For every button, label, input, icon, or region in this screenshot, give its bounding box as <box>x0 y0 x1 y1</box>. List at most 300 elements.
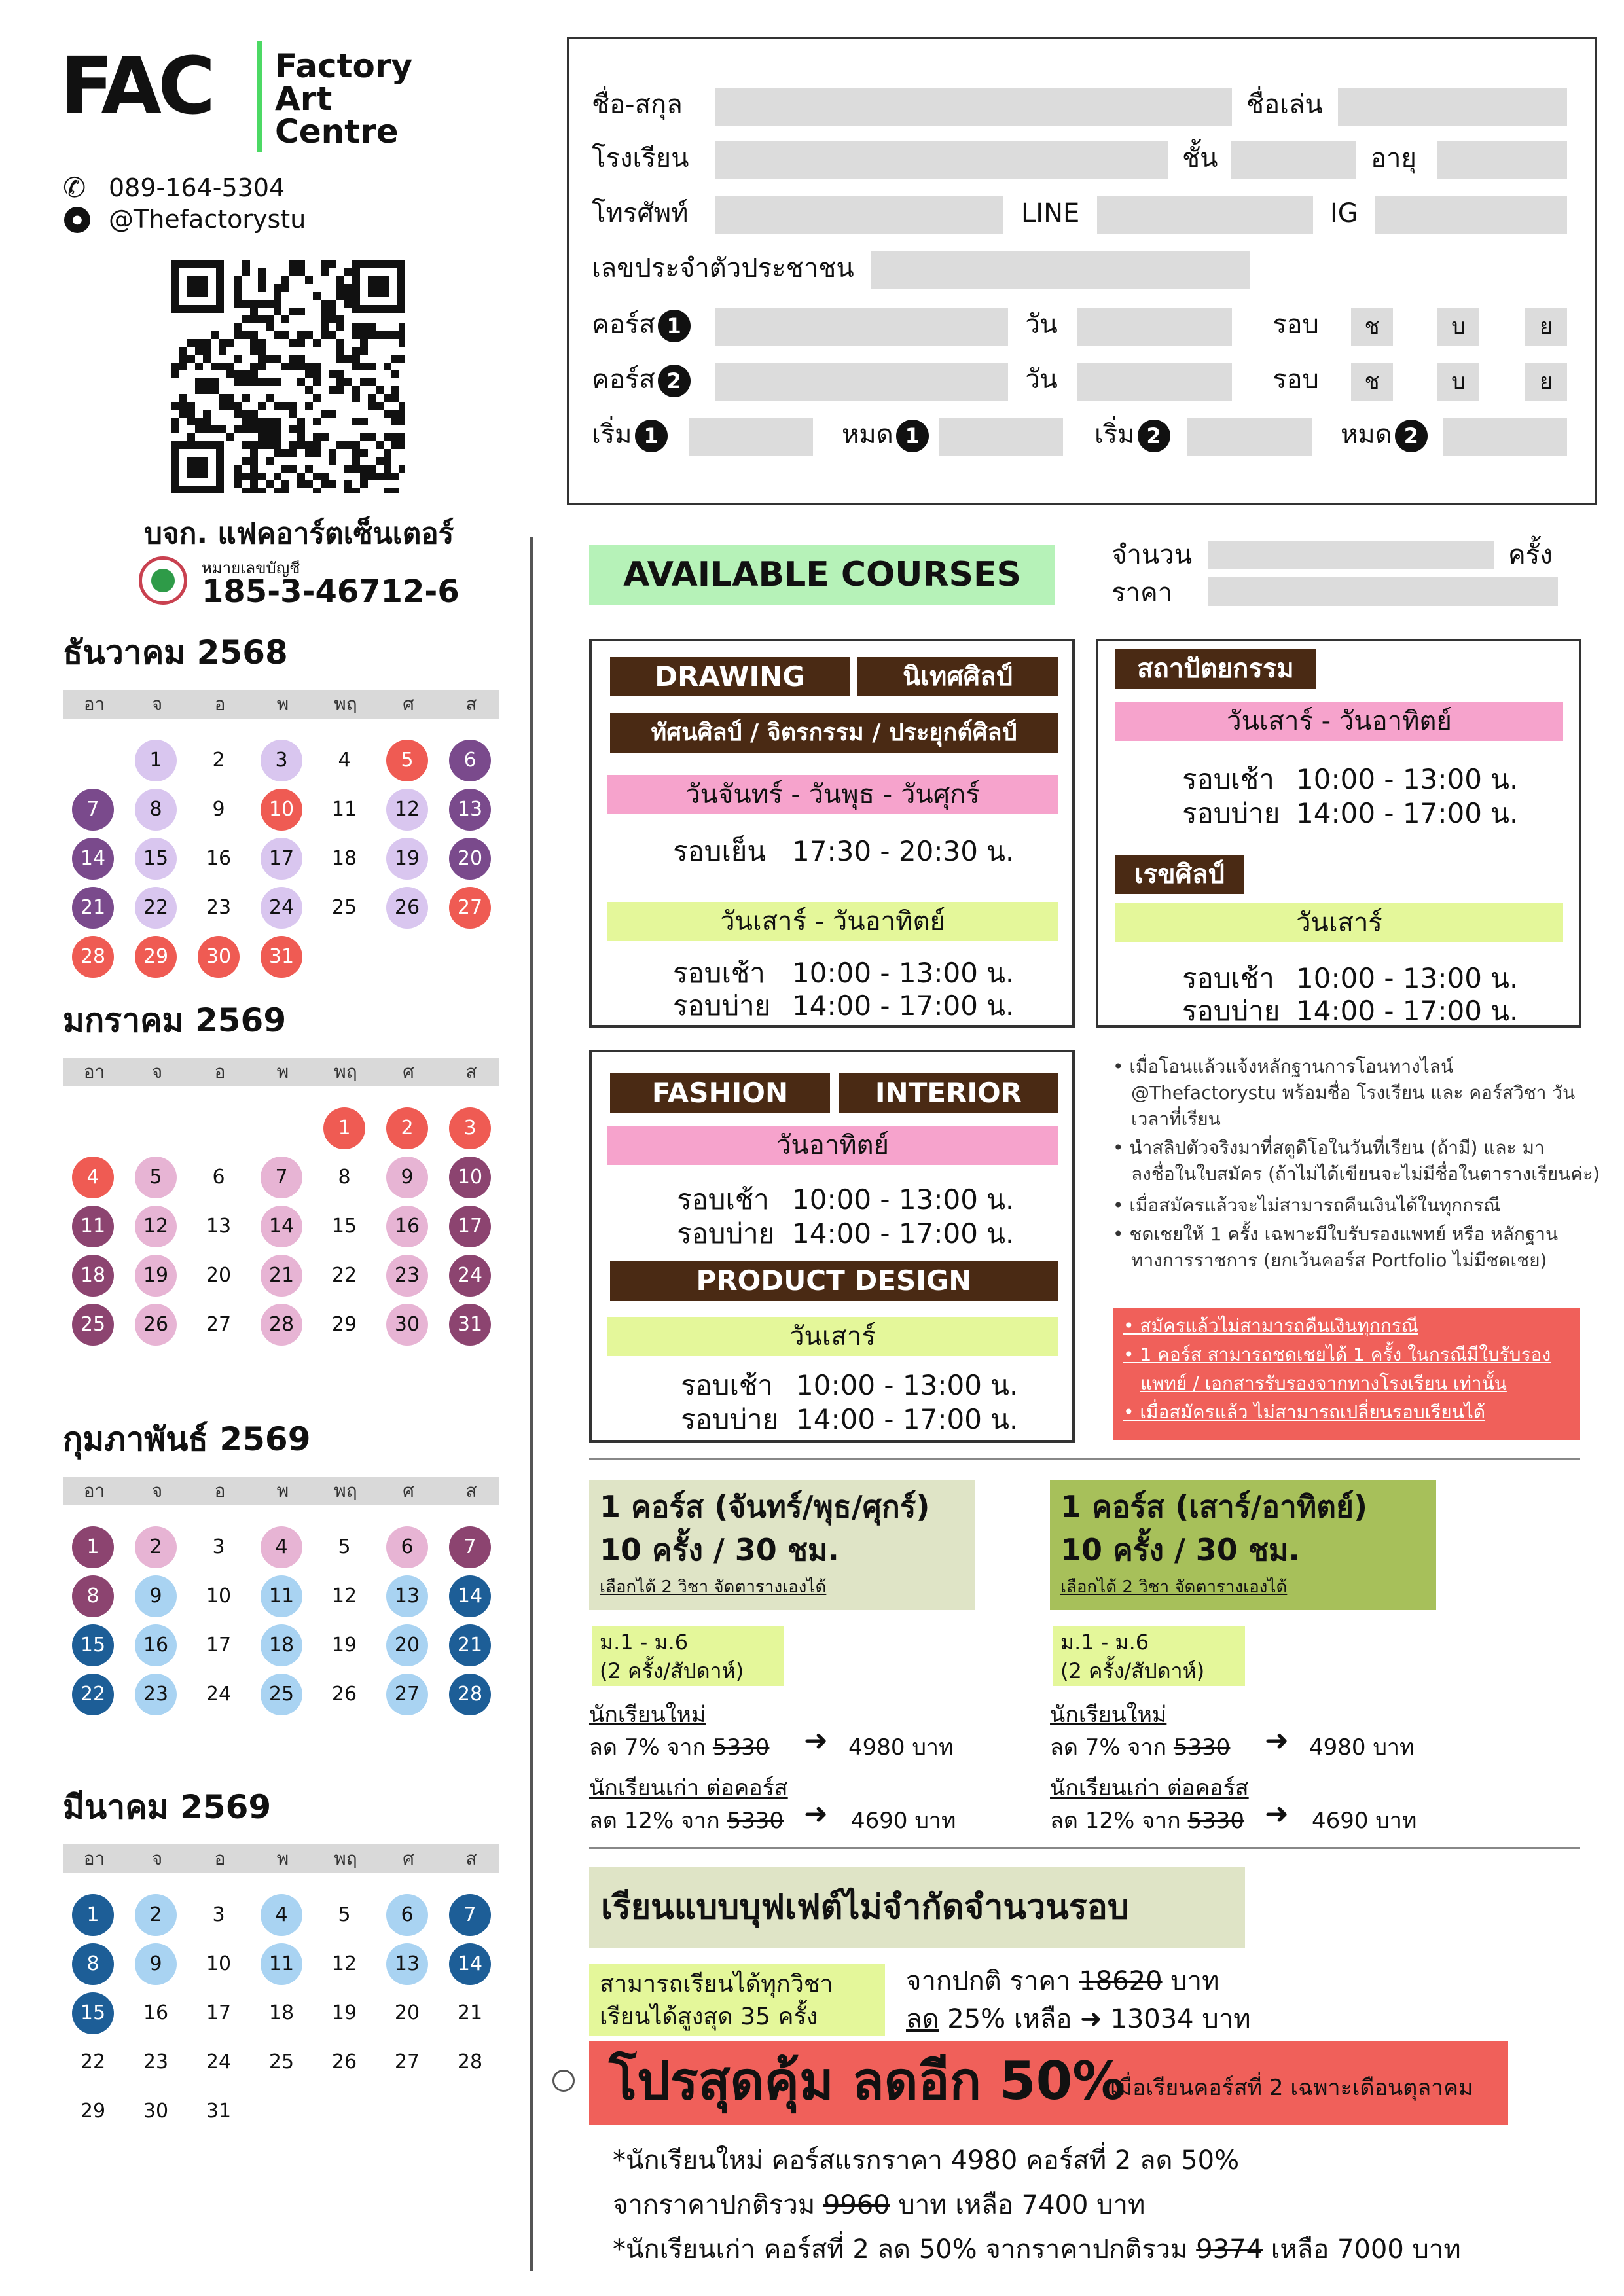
box1-afternoon-time: 14:00 - 17:00 น. <box>792 990 1015 1022</box>
calendar-day: 7 <box>449 1894 491 1936</box>
course1-day-field[interactable] <box>1077 308 1232 346</box>
qr-code <box>171 260 405 493</box>
promo-l2a: จากราคาปกติรวม <box>613 2190 816 2220</box>
promo-l3c: เหลือ 7000 บาท <box>1271 2234 1461 2265</box>
calendar-day: 18 <box>261 1624 302 1666</box>
available-courses-header: AVAILABLE COURSES <box>589 545 1055 605</box>
calendar-day: 11 <box>72 1206 114 1247</box>
start2-num: 2 <box>1138 420 1170 452</box>
calendar-day: 26 <box>386 887 428 929</box>
box2-afternoon2: รอบบ่าย <box>1182 995 1280 1027</box>
calendar-day: 29 <box>135 936 177 978</box>
pkg1-old: นักเรียนเก่า ต่อคอร์ส <box>589 1775 788 1801</box>
calendar-day: 19 <box>386 838 428 880</box>
calendar-day: 8 <box>72 1943 114 1985</box>
calendar-day: 16 <box>386 1206 428 1247</box>
box2-morning2: รอบเช้า <box>1182 962 1274 994</box>
calendar-day: 6 <box>449 740 491 781</box>
calendar-day: 1 <box>323 1107 365 1149</box>
weekday-label: ศ <box>403 693 414 715</box>
course1-round-afternoon[interactable]: บ <box>1437 308 1479 346</box>
promo-big: โปรสุดคุ้ม ลดอีก 50% <box>609 2051 1125 2111</box>
promo-small: เมื่อเรียนคอร์สที่ 2 เฉพาะเดือนตุลาคม <box>1110 2075 1473 2101</box>
pkg1-old-disc: ลด 12% จาก <box>589 1808 720 1834</box>
box3-afternoon2-time: 14:00 - 17:00 น. <box>796 1403 1019 1435</box>
calendar-day: 6 <box>212 1166 225 1189</box>
calendar-day: 17 <box>206 2001 232 2024</box>
course1-round-label: รอบ <box>1272 310 1319 340</box>
calendar-day: 16 <box>206 847 232 870</box>
ig-label: IG <box>1330 198 1358 228</box>
weekday-label: จ <box>151 1848 163 1869</box>
line-id: @Thefactorystu <box>109 205 306 234</box>
note-2b: ลงชื่อในใบสมัคร (ถ้าไม่ได้เขียนจะไม่มีชื่อในตารางเรียนค่ะ) <box>1131 1163 1600 1185</box>
weekday-label: พฤ <box>334 693 357 715</box>
box2-days1: วันเสาร์ - วันอาทิตย์ <box>1115 702 1563 741</box>
fashion-tag: FASHION <box>610 1073 830 1113</box>
note-1a-text: เมื่อโอนแล้วแจ้งหลักฐานการโอนทางไลน์ <box>1129 1056 1454 1077</box>
calendar-day: 4 <box>261 1526 302 1568</box>
calendar-day: 14 <box>449 1575 491 1617</box>
calendar-day: 25 <box>331 896 357 919</box>
calendar-day: 19 <box>331 2001 357 2024</box>
age-field[interactable] <box>1437 141 1567 179</box>
calendar-day: 3 <box>212 1903 225 1926</box>
section-divider-1 <box>589 1458 1580 1460</box>
box1-days2: วันเสาร์ - วันอาทิตย์ <box>607 902 1058 941</box>
weekday-label: อา <box>83 693 105 715</box>
calendar-day: 5 <box>135 1157 177 1198</box>
calendar-day: 27 <box>449 887 491 929</box>
start2-field[interactable] <box>1187 418 1312 456</box>
buffet-p2c: 13034 บาท <box>1110 2004 1251 2034</box>
buffet-g1: สามารถเรียนได้ทุกวิชา <box>600 1971 833 1998</box>
calendar-day: 21 <box>261 1255 302 1297</box>
course2-text: คอร์ส <box>592 365 655 395</box>
start1-text: เริ่ม <box>592 420 632 450</box>
course2-round-afternoon[interactable]: บ <box>1437 363 1479 401</box>
calendar-day: 22 <box>80 2051 106 2073</box>
ig-field[interactable] <box>1375 196 1567 234</box>
calendar-weekday-header <box>63 690 499 719</box>
school-field[interactable] <box>715 141 1168 179</box>
calendar-day: 1 <box>135 740 177 781</box>
price-label: ราคา <box>1111 578 1173 608</box>
calendar-day: 31 <box>261 936 302 978</box>
end1-field[interactable] <box>939 418 1063 456</box>
weekday-label: ส <box>465 1848 477 1869</box>
box1-days1: วันจันทร์ - วันพุธ - วันศุกร์ <box>607 775 1058 814</box>
logo-name-3: Centre <box>275 113 399 151</box>
course2-round-morning[interactable]: ช <box>1351 363 1393 401</box>
calendar-day: 17 <box>261 838 302 880</box>
buffet-p2a: ลด <box>906 2004 939 2034</box>
pkg1-new-arrow-icon: ➜ <box>804 1724 828 1757</box>
calendar-weekday-header <box>63 1058 499 1086</box>
calendar-day: 6 <box>386 1526 428 1568</box>
school-label: โรงเรียน <box>592 143 689 173</box>
pkg1-sub: 10 ครั้ง / 30 ชม. <box>600 1532 839 1568</box>
end1-label <box>842 416 929 453</box>
calendar-day: 22 <box>331 1264 357 1287</box>
pkg2-new-old: 5330 <box>1173 1734 1231 1761</box>
nitet-tag: นิเทศศิลป์ <box>857 657 1058 696</box>
account-label: หมายเลขบัญชี <box>202 559 300 577</box>
calendar-day: 23 <box>135 1674 177 1715</box>
start1-label <box>592 416 668 453</box>
weekday-label: ศ <box>403 1848 414 1869</box>
note-4a: • ชดเชยให้ 1 ครั้ง เฉพาะมีใบรับรองแพทย์ หรือ หลักฐาน <box>1113 1223 1559 1245</box>
buffet-title: เรียนแบบบุฟเฟต์ไม่จำกัดจำนวนรอบ <box>589 1867 1245 1948</box>
promo-l2c: บาท เหลือ 7400 บาท <box>898 2190 1146 2220</box>
weekday-label: ส <box>465 693 477 715</box>
calendar-title: มีนาคม 2569 <box>63 1788 272 1826</box>
calendar-day: 7 <box>449 1526 491 1568</box>
calendar-day: 20 <box>206 1264 232 1287</box>
box1-afternoon: รอบบ่าย <box>673 990 771 1022</box>
pkg1-new-price: 4980 บาท <box>848 1734 954 1761</box>
buffet-p1b: 18620 <box>1079 1966 1163 1996</box>
pkg2-sub: 10 ครั้ง / 30 ชม. <box>1060 1532 1300 1568</box>
phone-label: โทรศัพท์ <box>592 198 689 228</box>
buffet-p2b: 25% เหลือ <box>947 2004 1072 2034</box>
calendar-day: 27 <box>386 1674 428 1715</box>
calendar-day: 30 <box>386 1304 428 1346</box>
pkg1-title: 1 คอร์ส (จันทร์/พุธ/ศุกร์) <box>600 1489 930 1524</box>
course1-round-evening[interactable]: ย <box>1525 308 1567 346</box>
calendar-day: 4 <box>338 749 351 772</box>
graphic-tag: เรขศิลป์ <box>1115 855 1244 894</box>
name-label: ชื่อ-สกุล <box>592 90 683 120</box>
calendar-day: 2 <box>386 1107 428 1149</box>
calendar-day: 14 <box>72 838 114 880</box>
age-label: อายุ <box>1371 143 1416 173</box>
interior-tag: INTERIOR <box>839 1073 1058 1113</box>
note-4a-text: ชดเชยให้ 1 ครั้ง เฉพาะมีใบรับรองแพทย์ หรือ หลักฐาน <box>1129 1223 1559 1245</box>
calendar-day: 11 <box>261 1943 302 1985</box>
course1-label <box>592 306 691 343</box>
calendar-day: 9 <box>212 798 225 821</box>
pkg2-freq: (2 ครั้ง/สัปดาห์) <box>1060 1659 1205 1683</box>
calendar-day: 8 <box>338 1166 351 1189</box>
pkg1-old-price: 4690 บาท <box>851 1808 956 1834</box>
bank-logo <box>139 556 187 605</box>
line-icon: ● <box>64 207 90 233</box>
line-field[interactable] <box>1097 196 1313 234</box>
calendar-day: 17 <box>206 1634 232 1657</box>
note-1a: • เมื่อโอนแล้วแจ้งหลักฐานการโอนทางไลน์ <box>1113 1056 1454 1077</box>
buffet-price1 <box>906 1960 1219 2001</box>
calendar-day: 15 <box>135 838 177 880</box>
calendar-day: 10 <box>449 1157 491 1198</box>
art-tag: ทัศนศิลป์ / จิตรกรรม / ประยุกต์ศิลป์ <box>610 713 1058 753</box>
calendar-day: 14 <box>449 1943 491 1985</box>
calendar-day: 24 <box>449 1255 491 1297</box>
calendar-day: 5 <box>386 740 428 781</box>
pkg1-small: เลือกได้ 2 วิชา จัดตารางเองได้ <box>600 1577 827 1597</box>
calendar-day: 23 <box>206 896 232 919</box>
note-3: • เมื่อสมัครแล้วจะไม่สามารถคืนเงินได้ในทุกกรณี <box>1113 1194 1501 1216</box>
note-1c: เวลาที่เรียน <box>1131 1108 1221 1130</box>
calendar-day: 22 <box>72 1674 114 1715</box>
weekday-label: ศ <box>403 1061 414 1083</box>
calendar-day: 10 <box>261 789 302 831</box>
column-divider <box>530 537 533 2271</box>
note-4b: ทางการราชการ (ยกเว้นคอร์ส Portfolio ไม่มีชดเชย) <box>1131 1249 1547 1271</box>
course2-num: 2 <box>658 365 691 397</box>
section-divider-2 <box>589 1847 1580 1849</box>
calendar-day: 21 <box>72 887 114 929</box>
calendar-day: 18 <box>268 2001 295 2024</box>
box1-morning-time: 10:00 - 13:00 น. <box>792 957 1015 989</box>
calendar-day: 1 <box>72 1526 114 1568</box>
pkg2-old-line <box>1050 1803 1244 1838</box>
calendar-day: 23 <box>143 2051 169 2073</box>
pkg1-freq: (2 ครั้ง/สัปดาห์) <box>600 1659 744 1683</box>
note-3-text: เมื่อสมัครแล้วจะไม่สามารถคืนเงินได้ในทุกกรณี <box>1129 1194 1501 1216</box>
box3-morning2: รอบเช้า <box>681 1369 773 1401</box>
calendar-day: 20 <box>449 838 491 880</box>
pkg2-old: นักเรียนเก่า ต่อคอร์ส <box>1050 1775 1249 1801</box>
pkg1-new: นักเรียนใหม่ <box>589 1702 706 1728</box>
course1-round-morning[interactable]: ช <box>1351 308 1393 346</box>
end2-num: 2 <box>1395 420 1428 452</box>
promo-line-3 <box>613 2228 1461 2270</box>
calendar-day: 26 <box>135 1304 177 1346</box>
line-label: LINE <box>1021 198 1080 228</box>
calendar-day: 9 <box>135 1943 177 1985</box>
calendar-day: 4 <box>261 1894 302 1936</box>
weekday-label: จ <box>151 1061 163 1083</box>
pkg2-old-arrow-icon: ➜ <box>1265 1797 1289 1831</box>
weekday-label: อ <box>214 693 226 715</box>
note-2a: • นำสลิปตัวจริงมาที่สตูดิโอในวันที่เรียน (ถ้ามี) และ มา <box>1113 1137 1545 1158</box>
calendar-day: 24 <box>261 887 302 929</box>
box2-morning-time: 10:00 - 13:00 น. <box>1296 763 1519 795</box>
count-field[interactable] <box>1208 541 1494 569</box>
pkg2-old-price: 4690 บาท <box>1312 1808 1417 1834</box>
box3-morning-time: 10:00 - 13:00 น. <box>792 1183 1015 1215</box>
calendar-day: 20 <box>394 2001 420 2024</box>
logo-name-1: Factory <box>275 47 413 85</box>
count-unit: ครั้ง <box>1508 540 1553 570</box>
phone-number: 089-164-5304 <box>109 173 285 202</box>
calendar-day: 18 <box>331 847 357 870</box>
box2-morning2-time: 10:00 - 13:00 น. <box>1296 962 1519 994</box>
promo-l3a: *นักเรียนเก่า คอร์สที่ 2 ลด 50% จากราคาปกติรวม <box>613 2234 1188 2265</box>
calendar-day: 3 <box>212 1535 225 1558</box>
course1-field[interactable] <box>715 308 1008 346</box>
pkg1-new-old: 5330 <box>712 1734 770 1761</box>
start1-field[interactable] <box>689 418 813 456</box>
calendar-day: 20 <box>386 1624 428 1666</box>
calendar-day: 15 <box>331 1215 357 1238</box>
pkg1-new-disc: ลด 7% จาก <box>589 1734 706 1761</box>
red-note-4-text: เมื่อสมัครแล้ว ไม่สามารถเปลี่ยนรอบเรียนได้ <box>1140 1401 1486 1423</box>
pkg2-new-disc: ลด 7% จาก <box>1050 1734 1167 1761</box>
start2-text: เริ่ม <box>1094 420 1135 450</box>
weekday-label: อา <box>83 1061 105 1083</box>
calendar-day: 21 <box>449 1624 491 1666</box>
calendar-day: 8 <box>72 1575 114 1617</box>
box1-morning: รอบเช้า <box>673 957 765 989</box>
calendar-day: 3 <box>449 1107 491 1149</box>
nickname-field[interactable] <box>1338 88 1567 126</box>
weekday-label: พฤ <box>334 1061 357 1083</box>
weekday-label: พฤ <box>334 1848 357 1869</box>
box3-days2: วันเสาร์ <box>607 1317 1058 1356</box>
calendar-day: 10 <box>206 1952 232 1975</box>
end1-num: 1 <box>896 420 929 452</box>
calendar-day: 13 <box>386 1943 428 1985</box>
calendar-day: 1 <box>72 1894 114 1936</box>
calendar-day: 26 <box>331 1683 357 1706</box>
calendar-day: 16 <box>143 2001 169 2024</box>
calendar-day: 12 <box>331 1585 357 1607</box>
pkg2-new-arrow-icon: ➜ <box>1265 1724 1289 1757</box>
logo-divider <box>257 41 262 152</box>
pkg2-title: 1 คอร์ส (เสาร์/อาทิตย์) <box>1060 1489 1368 1524</box>
grade-field[interactable] <box>1231 141 1356 179</box>
calendar-day: 11 <box>261 1575 302 1617</box>
weekday-label: จ <box>151 693 163 715</box>
id-card-field[interactable] <box>871 251 1250 289</box>
weekday-label: ส <box>465 1061 477 1083</box>
calendar-day: 12 <box>331 1952 357 1975</box>
buffet-p1a: จากปกติ ราคา <box>906 1966 1071 1996</box>
weekday-label: อา <box>83 1480 105 1501</box>
calendar-day: 18 <box>72 1255 114 1297</box>
calendar-weekday-header <box>63 1477 499 1505</box>
pkg2-level: ม.1 - ม.6 <box>1060 1630 1149 1655</box>
calendar-day: 24 <box>206 2051 232 2073</box>
calendar-day: 8 <box>135 789 177 831</box>
calendar-day: 16 <box>135 1624 177 1666</box>
calendar-day: 13 <box>386 1575 428 1617</box>
calendar-day: 24 <box>206 1683 232 1706</box>
calendar-day: 7 <box>261 1157 302 1198</box>
course2-round-label: รอบ <box>1272 365 1319 395</box>
calendar-day: 3 <box>261 740 302 781</box>
weekday-label: ส <box>465 1480 477 1501</box>
calendar-day: 22 <box>135 887 177 929</box>
calendar-day: 15 <box>72 1624 114 1666</box>
calendar-day: 17 <box>449 1206 491 1247</box>
calendar-title: มกราคม 2569 <box>63 1001 287 1039</box>
phone-field[interactable] <box>715 196 1003 234</box>
calendar-day: 4 <box>72 1157 114 1198</box>
product-design-tag: PRODUCT DESIGN <box>610 1261 1058 1301</box>
promo-l3b: 9374 <box>1196 2234 1263 2265</box>
id-card-label: เลขประจำตัวประชาชน <box>592 253 854 283</box>
buffet-arrow-icon: ➜ <box>1080 2004 1102 2034</box>
promo-line-1: *นักเรียนใหม่ คอร์สแรกราคา 4980 คอร์สที่ 2 ลด 50% <box>613 2145 1240 2176</box>
calendar-day: 12 <box>135 1206 177 1247</box>
calendar-day: 14 <box>261 1206 302 1247</box>
end2-field[interactable] <box>1443 418 1567 456</box>
phone-icon: ✆ <box>63 171 86 204</box>
calendar-day: 29 <box>331 1313 357 1336</box>
course2-day-field[interactable] <box>1077 363 1232 401</box>
calendar-day: 19 <box>331 1634 357 1657</box>
pkg1-old-arrow-icon: ➜ <box>804 1797 828 1831</box>
calendar-day: 25 <box>72 1304 114 1346</box>
calendar-day: 11 <box>331 798 357 821</box>
calendar-day: 28 <box>72 936 114 978</box>
weekday-label: พฤ <box>334 1480 357 1501</box>
calendar-day: 7 <box>72 789 114 831</box>
calendar-day: 10 <box>206 1585 232 1607</box>
calendar-day: 30 <box>143 2100 169 2123</box>
box3-morning: รอบเช้า <box>677 1183 769 1215</box>
promo-radio[interactable] <box>552 2070 575 2092</box>
end1-text: หมด <box>842 420 893 450</box>
red-note-1: • สมัครแล้วไม่สามารถคืนเงินทุกกรณี <box>1123 1315 1418 1336</box>
red-note-2-text: 1 คอร์ส สามารถชดเชยได้ 1 ครั้ง ในกรณีมีใบรับรอง <box>1140 1344 1551 1365</box>
note-2a-text: นำสลิปตัวจริงมาที่สตูดิโอในวันที่เรียน (ถ้ามี) และ มา <box>1129 1137 1545 1158</box>
course1-text: คอร์ส <box>592 310 655 340</box>
calendar-day: 13 <box>206 1215 232 1238</box>
promo-line-2 <box>613 2183 1145 2225</box>
box2-morning: รอบเช้า <box>1182 763 1274 795</box>
calendar-title: กุมภาพันธ์ 2569 <box>63 1420 311 1458</box>
calendar-day: 29 <box>80 2100 106 2123</box>
calendar-title: ธันวาคม 2568 <box>63 634 288 672</box>
weekday-label: พ <box>276 1848 289 1869</box>
box3-afternoon-time: 14:00 - 17:00 น. <box>792 1217 1015 1249</box>
calendar-day: 5 <box>338 1535 351 1558</box>
pkg1-new-line <box>589 1729 769 1765</box>
calendar-day: 28 <box>449 1674 491 1715</box>
box1-eve-time: 17:30 - 20:30 น. <box>792 835 1015 867</box>
box3-afternoon2: รอบบ่าย <box>681 1403 779 1435</box>
weekday-label: ศ <box>403 1480 414 1501</box>
calendar-day: 27 <box>394 2051 420 2073</box>
course2-field[interactable] <box>715 363 1008 401</box>
note-1b: @Thefactorystu พร้อมชื่อ โรงเรียน และ คอร์สวิชา วัน <box>1131 1082 1576 1103</box>
buffet-p1c: บาท <box>1170 1966 1219 1996</box>
pkg1-level: ม.1 - ม.6 <box>600 1630 689 1655</box>
calendar-day: 21 <box>457 2001 483 2024</box>
name-field[interactable] <box>715 88 1232 126</box>
calendar-day: 31 <box>449 1304 491 1346</box>
calendar-day: 25 <box>268 2051 295 2073</box>
calendar-day: 27 <box>206 1313 232 1336</box>
box2-afternoon: รอบบ่าย <box>1182 797 1280 829</box>
course2-label <box>592 361 691 398</box>
calendar-day: 5 <box>338 1903 351 1926</box>
count-label: จำนวน <box>1111 540 1193 570</box>
architecture-tag: สถาปัตยกรรม <box>1115 649 1316 689</box>
calendar-day: 26 <box>331 2051 357 2073</box>
course2-round-evening[interactable]: ย <box>1525 363 1567 401</box>
buffet-g2: เรียนได้สูงสุด 35 ครั้ง <box>600 2003 818 2030</box>
box2-days2: วันเสาร์ <box>1115 903 1563 942</box>
box3-morning2-time: 10:00 - 13:00 น. <box>796 1369 1019 1401</box>
red-note-4: • เมื่อสมัครแล้ว ไม่สามารถเปลี่ยนรอบเรียนได้ <box>1123 1401 1486 1423</box>
box1-eve: รอบเย็น <box>673 835 767 867</box>
price-field[interactable] <box>1208 577 1558 606</box>
calendar-day: 30 <box>198 936 240 978</box>
calendar-day: 28 <box>457 2051 483 2073</box>
company-name: บจก. แฟคอาร์ตเซ็นเตอร์ <box>144 517 454 550</box>
calendar-day: 25 <box>261 1674 302 1715</box>
calendar-day: 23 <box>386 1255 428 1297</box>
weekday-label: พ <box>276 1061 289 1083</box>
account-number: 185-3-46712-6 <box>202 573 460 610</box>
pkg2-old-disc: ลด 12% จาก <box>1050 1808 1181 1834</box>
pkg1-old-line <box>589 1803 784 1838</box>
